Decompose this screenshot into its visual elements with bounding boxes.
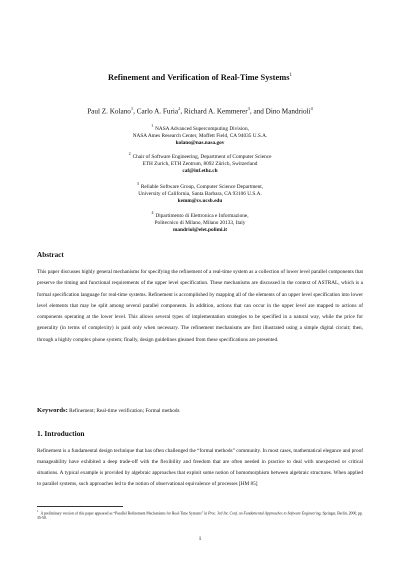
affiliation-email: kolano@nas.nasa.gov	[175, 140, 225, 147]
affiliation-2	[0, 150, 400, 175]
affiliation-line: Chair of Software Engineering, Department of Computer Science	[132, 153, 272, 160]
footnote-text: A preliminary version of this paper appeared as “Parallel Refinement Mechanisms for Real-Time Systems” in	[40, 511, 209, 516]
abstract-heading: Abstract	[37, 251, 64, 259]
keywords-label: Keywords:	[37, 407, 68, 414]
keywords-line	[37, 407, 363, 414]
affiliation-email: kemm@cs.ucsb.edu	[177, 198, 223, 205]
affiliation-number: 4	[151, 210, 154, 215]
abstract-body: This paper discusses highly general mechanisms for specifying the refinement of a real-time system as a collection of lower level parallel components that preserve the timing and functional requirements of the upper level specification. These mechanisms are discussed in the context of ASTRAL, which is a formal specification language for real-time systems. Refinement is accomplished by mapping all of the elements of an upper level specification into lower level elements that may be split among several parallel components. In addition, actions that can occur in the upper level are mapped to actions of components operating at the lower level. This allows several types of implementation strategies to be specified in a natural way, while the price for generality (in terms of complexity) is paid only when necessary. The refinement mechanisms are first illustrated using a simple digital circuit; then, through a highly complex phone system; finally, design guidelines gleaned from these specifications are presented.	[37, 269, 363, 343]
affiliation-line: University of California, Santa Barbara, CA 93106 U.S.A.	[138, 190, 262, 197]
affiliation-number: 3	[136, 181, 139, 186]
author-mark: 2	[178, 106, 181, 111]
author: Dino Mandrioli	[265, 107, 311, 116]
author: Richard A. Kemmerer	[183, 107, 248, 116]
footnote-rule	[37, 506, 123, 507]
author: Carlo A. Furia	[136, 107, 179, 116]
author-separator: ,	[180, 107, 184, 116]
author-separator: , and	[249, 107, 266, 116]
author-mark: 4	[310, 106, 313, 111]
author-line	[0, 106, 400, 115]
affiliation-line: NASA Ames Research Center, Moffett Field, CA 94035 U.S.A.	[132, 132, 268, 139]
author-mark: 1	[130, 106, 134, 111]
author-mark: 3	[247, 106, 250, 111]
affiliation-3	[0, 180, 400, 205]
affiliation-line: Politecnico di Milano, Milano 20133, Italy	[154, 219, 246, 226]
author-separator: ,	[133, 107, 137, 116]
affiliation-line: Reliable Software Group, Computer Science Department,	[140, 183, 264, 190]
paper-title	[0, 73, 400, 82]
page-number: 1	[198, 536, 202, 542]
affiliation-number: 1	[151, 123, 154, 128]
keywords-text: Refinement; Real-time verification; Formal methods	[69, 408, 180, 414]
footnote-tail: , Springer, Berlin, 2000, pp. 35-50.	[37, 511, 363, 521]
footnote-venue: Proc. 3rd Int. Conf. on Fundamental Approaches to Software Engineering	[208, 511, 321, 516]
affiliation-line: Dipartimento di Elettronica e Informazione,	[155, 212, 249, 219]
footnote-number: 1	[37, 509, 39, 513]
affiliation-1	[0, 122, 400, 147]
author: Paul Z. Kolano	[87, 107, 131, 116]
section-heading-introduction: 1. Introduction	[37, 429, 85, 438]
introduction-body: Refinement is a fundamental design technique that has often challenged the “formal methods” community. In most cases, mathematical elegance and proof manageability have exhibited a deep trade-off with the flexibility and freedom that are often needed in practice to deal with unexpected or critical situations. A typical example is provided by algebraic approaches that exploit some notion of homomorphism between algebraic structures. When applied to parallel systems, such approaches led to the notion of observational equivalence of processes [HM 85]	[37, 448, 363, 487]
title-footnote-mark: 1	[289, 73, 293, 79]
affiliation-line: ETH Zurich, ETH Zentrum, 8092 Zürich, Switzerland	[142, 160, 258, 167]
affiliation-4	[0, 209, 400, 234]
affiliation-email: caf@inf.ethz.ch	[182, 168, 218, 175]
affiliation-number: 2	[128, 151, 131, 156]
affiliation-email: mandriol@elet.polimi.it	[172, 227, 228, 234]
footnote	[37, 509, 363, 521]
affiliation-line: NASA Advanced Supercomputing Division,	[155, 125, 249, 132]
title-text: Refinement and Verification of Real-Time Systems	[107, 73, 290, 82]
